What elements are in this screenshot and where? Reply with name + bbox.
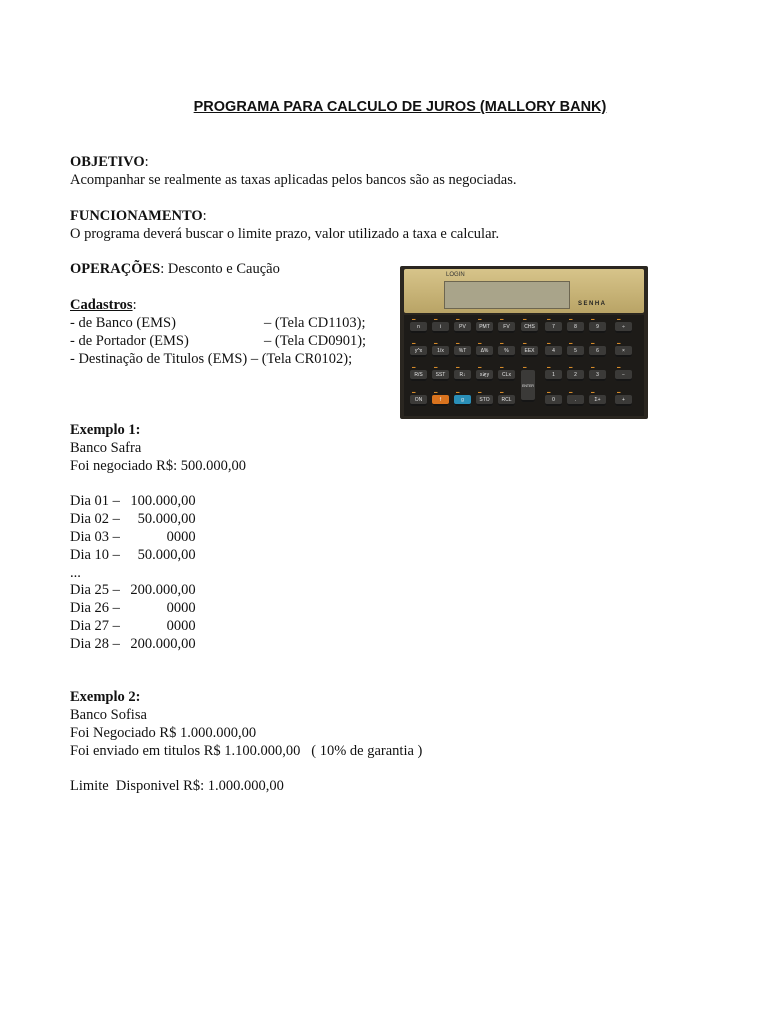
calculator-header — [404, 269, 644, 313]
calculator-key: ENTER — [521, 370, 535, 402]
calculator-key: EEX — [521, 346, 538, 357]
calculator-key: y^x — [410, 346, 427, 357]
cadastro-item-label: - de Portador (EMS) — [70, 333, 189, 349]
calculator-key: 1 — [545, 370, 562, 381]
dia-row — [70, 528, 196, 546]
calculator-keypad — [404, 315, 644, 416]
exemplo2-negociado: Foi Negociado R$ 1.000.000,00 — [70, 725, 257, 741]
calculator-key: 4 — [545, 346, 562, 357]
calculator-key: x≷y — [476, 370, 493, 381]
calculator-key-function-mark: ▬ — [591, 390, 595, 394]
dia-label: Dia 10 – — [70, 547, 124, 563]
operacoes-heading: OPERAÇÕES — [70, 261, 161, 277]
calculator-key: ON — [410, 395, 427, 406]
calculator-key-function-mark: ▬ — [478, 317, 482, 321]
dia-valor: 50.000,00 — [137, 511, 196, 527]
calculator-key-function-mark: ▬ — [523, 317, 527, 321]
dia-label: Dia 25 – — [70, 582, 124, 598]
objetivo-heading: OBJETIVO — [70, 154, 145, 170]
calculator-key: 6 — [589, 346, 606, 357]
dia-valor: 0000 — [166, 529, 196, 545]
calculator-key-function-mark: ▬ — [500, 390, 504, 394]
objetivo-heading-line: OBJETIVO: — [70, 154, 149, 170]
exemplo2-heading-text: Exemplo 2: — [70, 689, 141, 705]
calculator-key: %T — [454, 346, 471, 357]
calculator-key: % — [498, 346, 515, 357]
calculator-key: + — [615, 395, 632, 406]
dia-row — [70, 635, 196, 653]
calculator-key: 5 — [567, 346, 584, 357]
cadastros-heading: Cadastros — [70, 297, 133, 313]
calculator-key-function-mark: ▬ — [478, 341, 482, 345]
cadastro-item-label: - Destinação de Titulos (EMS) – (Tela CR0102); — [70, 351, 353, 367]
objetivo-text: Acompanhar se realmente as taxas aplicadas pelos bancos são as negociadas. — [70, 172, 517, 188]
calculator-key: n — [410, 322, 427, 333]
calculator-key-function-mark: ▬ — [547, 365, 551, 369]
calculator-key-function-mark: ▬ — [434, 341, 438, 345]
cadastro-item — [70, 314, 400, 332]
dia-label: Dia 26 – — [70, 600, 124, 616]
calculator-key-function-mark: ▬ — [412, 341, 416, 345]
operacoes-line: OPERAÇÕES: Desconto e Caução — [70, 261, 280, 277]
exemplo1-heading — [70, 421, 140, 439]
dia-row — [70, 617, 196, 635]
calculator-key: 1/x — [432, 346, 449, 357]
calculator-key: RCL — [498, 395, 515, 406]
exemplo1-banco: Banco Safra — [70, 440, 142, 456]
dia-label: Dia 01 – — [70, 493, 124, 509]
calculator-key: i — [432, 322, 449, 333]
calculator-key-function-mark: ▬ — [434, 317, 438, 321]
dia-row — [70, 510, 196, 528]
calculator-key-function-mark: ▬ — [591, 341, 595, 345]
dia-valor: 200.000,00 — [130, 582, 196, 598]
calculator-key-function-mark: ▬ — [547, 390, 551, 394]
calculator-key-function-mark: ▬ — [617, 390, 621, 394]
cadastros-heading-line: Cadastros: — [70, 297, 137, 313]
exemplo2-limite: Limite Disponivel R$: 1.000.000,00 — [70, 778, 284, 794]
operacoes-text: Desconto e Caução — [164, 261, 280, 277]
cadastro-item — [70, 332, 400, 350]
exemplo1-negociado: Foi negociado R$: 500.000,00 — [70, 458, 247, 474]
calculator-key: g — [454, 395, 471, 406]
calculator-key: 2 — [567, 370, 584, 381]
login-label: LOGIN — [446, 272, 465, 278]
calculator-key: . — [567, 395, 584, 406]
dia-valor: 50.000,00 — [137, 547, 196, 563]
dia-valor: 200.000,00 — [130, 636, 196, 652]
calculator-key-function-mark: ▬ — [456, 365, 460, 369]
calculator-key-function-mark: ▬ — [591, 317, 595, 321]
calculator-key: PV — [454, 322, 471, 333]
calculator-key-function-mark: ▬ — [478, 365, 482, 369]
calculator-key: R↓ — [454, 370, 471, 381]
calculator-key: Δ% — [476, 346, 493, 357]
exemplo2-banco: Banco Sofisa — [70, 707, 147, 723]
dia-valor: 100.000,00 — [130, 493, 196, 509]
cadastro-item-screen: – (Tela CD0901); — [264, 333, 367, 349]
dia-row — [70, 492, 196, 510]
dia-label: Dia 28 – — [70, 636, 124, 652]
calculator-key: STO — [476, 395, 493, 406]
calculator-key: PMT — [476, 322, 493, 333]
calculator-key: CLx — [498, 370, 515, 381]
calculator-image — [400, 266, 648, 419]
calculator-key-function-mark: ▬ — [591, 365, 595, 369]
calculator-key-function-mark: ▬ — [412, 317, 416, 321]
dia-label: Dia 02 – — [70, 511, 124, 527]
dia-label: Dia 03 – — [70, 529, 124, 545]
calculator-key-function-mark: ▬ — [547, 317, 551, 321]
calculator-key: Σ+ — [589, 395, 606, 406]
exemplo1-heading-text: Exemplo 1: — [70, 422, 141, 438]
dia-valor: 0000 — [166, 618, 196, 634]
calculator-key-function-mark: ▬ — [547, 341, 551, 345]
calculator-key: CHS — [521, 322, 538, 333]
calculator-key: 8 — [567, 322, 584, 333]
calculator-key-function-mark: ▬ — [434, 390, 438, 394]
dia-label: ... — [70, 565, 81, 581]
calculator-key-function-mark: ▬ — [500, 365, 504, 369]
cadastro-item-screen: – (Tela CD1103); — [264, 315, 366, 331]
calculator-key: 0 — [545, 395, 562, 406]
calculator-key-function-mark: ▬ — [456, 390, 460, 394]
calculator-key-function-mark: ▬ — [617, 317, 621, 321]
calculator-key-function-mark: ▬ — [617, 341, 621, 345]
dia-valor: 0000 — [166, 600, 196, 616]
calculator-key: R/S — [410, 370, 427, 381]
calculator-key-function-mark: ▬ — [434, 365, 438, 369]
calculator-key: SST — [432, 370, 449, 381]
calculator-key: 3 — [589, 370, 606, 381]
calculator-key-function-mark: ▬ — [617, 365, 621, 369]
calculator-key-function-mark: ▬ — [412, 365, 416, 369]
funcionamento-heading-line: FUNCIONAMENTO: — [70, 208, 207, 224]
calculator-key: f — [432, 395, 449, 406]
calculator-key-function-mark: ▬ — [456, 317, 460, 321]
calculator-key: 7 — [545, 322, 562, 333]
calculator-key: × — [615, 346, 632, 357]
calculator-key-function-mark: ▬ — [569, 341, 573, 345]
dia-row — [70, 564, 81, 582]
funcionamento-text: O programa deverá buscar o limite prazo, valor utilizado a taxa e calcular. — [70, 226, 500, 242]
calculator-key-function-mark: ▬ — [569, 317, 573, 321]
dia-row — [70, 599, 196, 617]
calculator-key-function-mark: ▬ — [523, 341, 527, 345]
dia-label: Dia 27 – — [70, 618, 124, 634]
calculator-key-function-mark: ▬ — [500, 341, 504, 345]
calculator-key-function-mark: ▬ — [569, 365, 573, 369]
page-title: PROGRAMA PARA CALCULO DE JUROS (MALLORY BANK) — [193, 99, 607, 115]
calculator-key: 9 — [589, 322, 606, 333]
calculator-key: FV — [498, 322, 515, 333]
calculator-key-function-mark: ▬ — [456, 341, 460, 345]
exemplo2-heading — [70, 688, 140, 706]
calculator-key-function-mark: ▬ — [478, 390, 482, 394]
calculator-key-function-mark: ▬ — [523, 365, 527, 369]
cadastro-item — [70, 350, 352, 368]
calculator-key: ÷ — [615, 322, 632, 333]
calculator-key-function-mark: ▬ — [500, 317, 504, 321]
dia-row — [70, 581, 196, 599]
exemplo2-enviado: Foi enviado em titulos R$ 1.100.000,00 ( 10% de garantia ) — [70, 743, 423, 759]
funcionamento-heading: FUNCIONAMENTO — [70, 208, 203, 224]
cadastro-item-label: - de Banco (EMS) — [70, 315, 176, 331]
senha-label: SENHA — [578, 301, 607, 307]
dia-row — [70, 546, 196, 564]
calculator-key-function-mark: ▬ — [412, 390, 416, 394]
calculator-display — [444, 281, 570, 309]
calculator-key: − — [615, 370, 632, 381]
calculator-key-function-mark: ▬ — [569, 390, 573, 394]
